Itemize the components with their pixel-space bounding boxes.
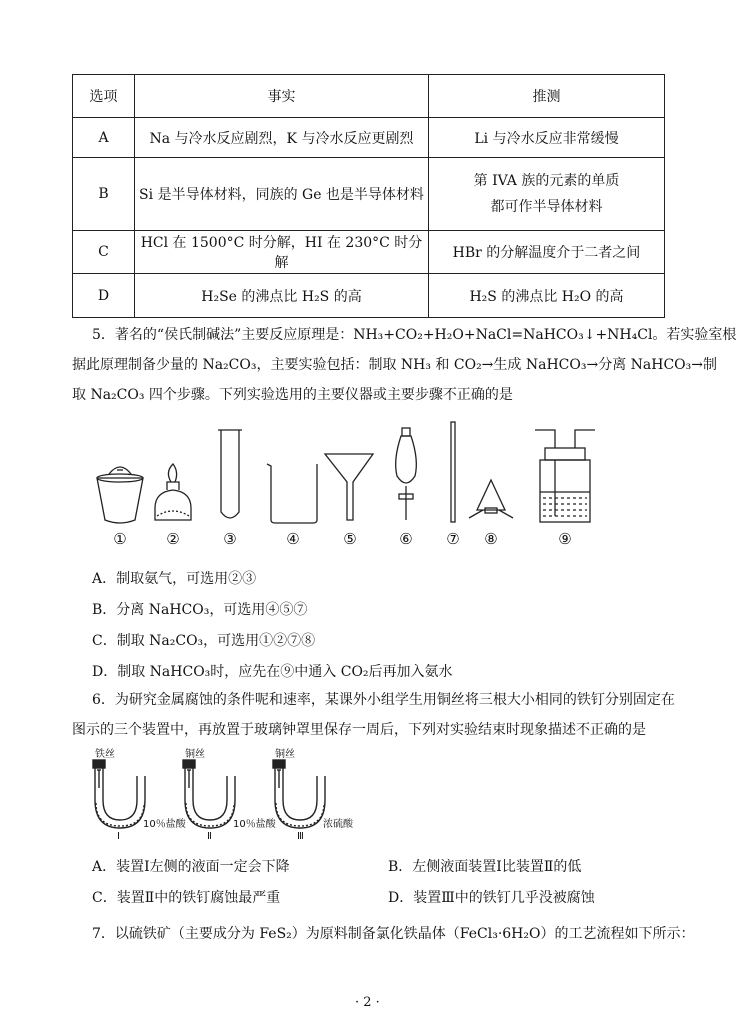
row-guess: HBr 的分解温度介于二者之间: [429, 231, 665, 274]
beaker-icon: [267, 464, 317, 523]
header-guess: 推测: [429, 75, 665, 118]
crucible-icon: [97, 467, 143, 523]
u-tube-figure: [85, 748, 385, 840]
row-guess: H₂S 的沸点比 H₂O 的高: [429, 274, 665, 318]
row-guess: [429, 158, 665, 231]
row-guess-line: 第 IVA 族的元素的单质: [473, 173, 620, 189]
alcohol-lamp-icon: [155, 464, 191, 520]
row-guess: Li 与冷水反应非常缓慢: [429, 118, 665, 158]
table-row: [73, 118, 665, 158]
device-1-acid-label: 10％盐酸: [143, 819, 186, 830]
device-2-name: Ⅱ: [207, 831, 212, 840]
facts-table: [72, 74, 665, 318]
q6-option-c: C．装置Ⅱ中的铁钉腐蚀最严重: [92, 890, 281, 906]
u-tube-2-icon: [183, 760, 235, 828]
label-1: ①: [113, 530, 127, 548]
row-option: D: [73, 274, 135, 318]
q5-option-d: D．制取 NaHCO₃时，应先在⑨中通入 CO₂后再加入氨水: [92, 664, 453, 680]
row-option: C: [73, 231, 135, 274]
header-option: 选项: [73, 75, 135, 118]
table-row: [73, 274, 665, 318]
q5-option-a: A．制取氨气，可选用②③: [92, 571, 257, 587]
funnel-icon: [325, 454, 373, 520]
clay-triangle-icon: [469, 480, 513, 518]
label-3: ③: [223, 530, 237, 548]
device-3-acid-label: 浓硫酸: [323, 819, 353, 830]
q6-option-a: A．装置Ⅰ左侧的液面一定会下降: [92, 859, 290, 875]
row-option: B: [73, 158, 135, 231]
gas-washing-bottle-icon: [535, 430, 595, 522]
q6-option-d: D．装置Ⅲ中的铁钉几乎没被腐蚀: [388, 890, 595, 906]
row-fact: H₂Se 的沸点比 H₂S 的高: [135, 274, 429, 318]
table-row: [73, 158, 665, 231]
q5-line-2: 据此原理制备少量的 Na₂CO₃，主要实验包括：制取 NH₃ 和 CO₂→生成 NaHCO₃→分离 NaHCO₃→制: [72, 357, 717, 373]
q5-line-3: 取 Na₂CO₃ 四个步骤。下列实验选用的主要仪器或主要步骤不正确的是: [72, 387, 513, 403]
label-9: ⑨: [558, 530, 572, 548]
device-2-acid-label: 10％盐酸: [233, 819, 276, 830]
u-tube-1-icon: [93, 760, 145, 828]
label-8: ⑧: [484, 530, 498, 548]
row-guess-line: 都可作半导体材料: [490, 199, 603, 215]
separatory-funnel-icon: [396, 428, 417, 520]
q7-line: 7．以硫铁矿（主要成分为 FeS₂）为原料制备氯化铁晶体（FeCl₃·6H₂O）的工艺流程如下所示：: [92, 926, 695, 942]
label-6: ⑥: [399, 530, 413, 548]
label-5: ⑤: [343, 530, 357, 548]
row-fact: Si 是半导体材料，同族的 Ge 也是半导体材料: [135, 158, 429, 231]
label-7: ⑦: [446, 530, 460, 548]
label-2: ②: [166, 530, 180, 548]
device-2-wire-label: 铜丝: [185, 749, 205, 760]
q6-option-b: B．左侧液面装置Ⅰ比装置Ⅱ的低: [388, 859, 582, 875]
device-1-name: Ⅰ: [117, 831, 120, 840]
row-fact: Na 与冷水反应剧烈，K 与冷水反应更剧烈: [135, 118, 429, 158]
row-fact: HCl 在 1500°C 时分解，HI 在 230°C 时分解: [135, 231, 429, 274]
header-fact: 事实: [135, 75, 429, 118]
glass-rod-icon: [451, 422, 455, 522]
q5-option-c: C．制取 Na₂CO₃，可选用①②⑦⑧: [92, 633, 316, 649]
table-header-row: [73, 75, 665, 118]
q5-option-b: B．分离 NaHCO₃，可选用④⑤⑦: [92, 602, 308, 618]
device-1-wire-label: 铁丝: [95, 749, 115, 760]
device-3-name: Ⅲ: [297, 831, 304, 840]
q5-line-1: 5．著名的“侯氏制碱法”主要反应原理是：NH₃+CO₂+H₂O+NaCl=NaHCO₃↓+NH₄Cl。若实验室根: [92, 327, 737, 343]
device-3-wire-label: 铜丝: [275, 749, 295, 760]
table-row: [73, 231, 665, 274]
test-tube-icon: [218, 430, 242, 518]
q6-line-1: 6．为研究金属腐蚀的条件呢和速率，某课外小组学生用铜丝将三根大小相同的铁钉分别固定在: [92, 692, 675, 708]
u-tube-3-icon: [273, 760, 325, 828]
label-4: ④: [286, 530, 300, 548]
q6-line-2: 图示的三个装置中，再放置于玻璃钟罩里保存一周后，下列对实验结束时现象描述不正确的是: [72, 722, 646, 738]
row-option: A: [73, 118, 135, 158]
apparatus-figure: [85, 420, 605, 550]
page-number: · 2 ·: [355, 995, 380, 1010]
